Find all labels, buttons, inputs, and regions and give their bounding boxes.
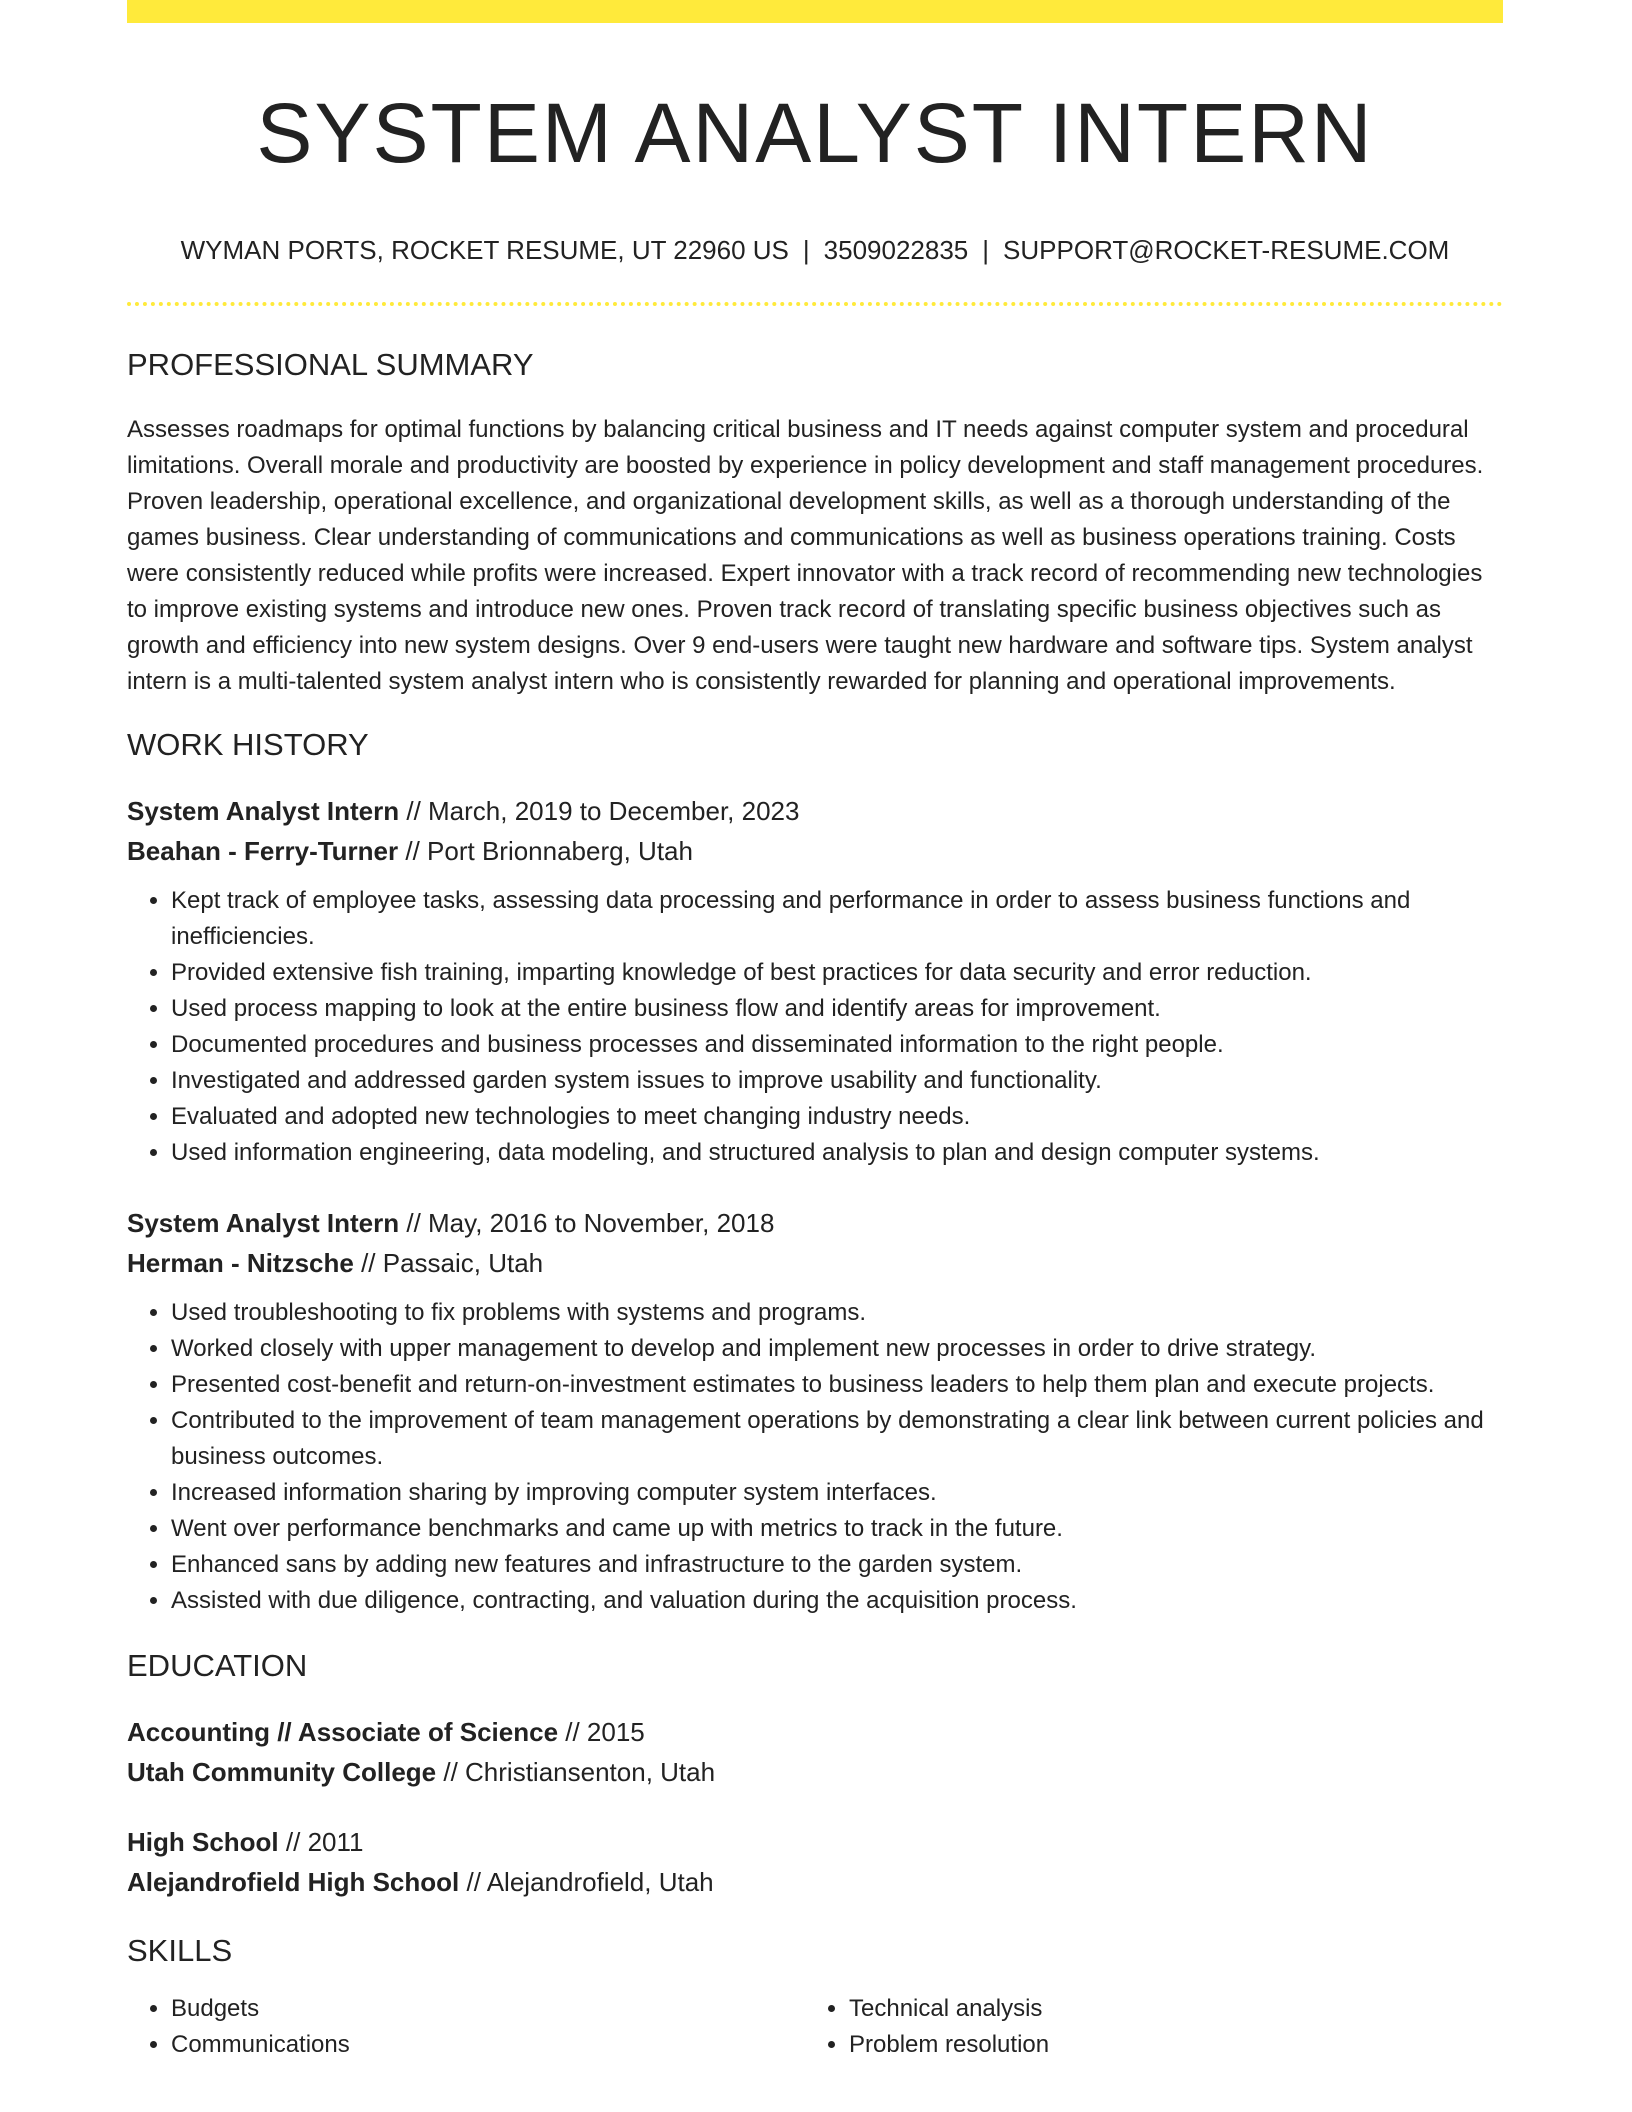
section-title-skills: SKILLS xyxy=(127,1932,233,1968)
job-company-line xyxy=(127,831,1503,871)
skills-grid xyxy=(127,1991,1503,2063)
job-entry xyxy=(127,1203,1503,1619)
education-location: // Christiansenton, Utah xyxy=(436,1756,716,1787)
section-title-summary: PROFESSIONAL SUMMARY xyxy=(127,347,534,383)
dotted-divider xyxy=(127,302,1503,306)
contact-email[interactable]: SUPPORT@ROCKET-RESUME.COM xyxy=(1003,235,1450,266)
list-item: • Went over performance benchmarks and came up with metrics to track in the future. xyxy=(171,1511,1503,1547)
job-location: // Passaic, Utah xyxy=(353,1247,544,1278)
list-item: • Kept track of employee tasks, assessing data processing and performance in order to assess business functions and inefficiencies. xyxy=(171,883,1503,955)
skill-item: • Communications xyxy=(171,2027,805,2063)
list-item: • Assisted with due diligence, contracting, and valuation during the acquisition process. xyxy=(171,1583,1503,1619)
education-school: Utah Community College xyxy=(127,1756,437,1787)
education-location: // Alejandrofield, Utah xyxy=(459,1866,714,1897)
resume-page xyxy=(127,0,1503,2063)
job-role: System Analyst Intern xyxy=(127,795,400,826)
education-degree-line xyxy=(127,1712,1503,1752)
skill-item: • Technical analysis xyxy=(849,1991,1483,2027)
skills-list-right xyxy=(805,1991,1483,2063)
list-item: • Used information engineering, data modeling, and structured analysis to plan and design computer systems. xyxy=(171,1135,1503,1171)
education-entry xyxy=(127,1712,1503,1792)
job-company: Beahan - Ferry-Turner xyxy=(127,835,399,866)
job-location: // Port Brionnaberg, Utah xyxy=(398,835,693,866)
skills-list-left xyxy=(127,1991,805,2063)
list-item: • Used process mapping to look at the entire business flow and identify areas for improvement. xyxy=(171,991,1503,1027)
education-school-line xyxy=(127,1862,1503,1902)
education-degree: High School xyxy=(127,1826,279,1857)
resume-name: SYSTEM ANALYST INTERN xyxy=(256,86,1374,180)
list-item: • Contributed to the improvement of team management operations by demonstrating a clear link between current policies and business outcomes. xyxy=(171,1403,1503,1475)
contact-address: WYMAN PORTS, ROCKET RESUME, UT 22960 US xyxy=(180,235,789,266)
job-role-line xyxy=(127,791,1503,831)
job-company-line xyxy=(127,1243,1503,1283)
education-year: // 2015 xyxy=(558,1716,645,1747)
list-item: • Evaluated and adopted new technologies to meet changing industry needs. xyxy=(171,1099,1503,1135)
job-entry xyxy=(127,791,1503,1171)
education-school: Alejandrofield High School xyxy=(127,1866,460,1897)
contact-phone[interactable]: 3509022835 xyxy=(823,235,969,266)
skill-item: • Budgets xyxy=(171,1991,805,2027)
section-title-work-history: WORK HISTORY xyxy=(127,726,369,762)
list-item: • Enhanced sans by adding new features and infrastructure to the garden system. xyxy=(171,1547,1503,1583)
list-item: • Used troubleshooting to fix problems with systems and programs. xyxy=(171,1295,1503,1331)
job-role: System Analyst Intern xyxy=(127,1207,400,1238)
list-item: • Investigated and addressed garden system issues to improve usability and functionality. xyxy=(171,1063,1503,1099)
list-item: • Worked closely with upper management to develop and implement new processes in order to drive strategy. xyxy=(171,1331,1503,1367)
skill-item: • Problem resolution xyxy=(849,2027,1483,2063)
education-year: // 2011 xyxy=(278,1826,364,1857)
contact-separator: | xyxy=(982,235,990,266)
job-dates: // May, 2016 to November, 2018 xyxy=(399,1207,775,1238)
education-entry xyxy=(127,1822,1503,1902)
job-role-line xyxy=(127,1203,1503,1243)
job-bullet-list xyxy=(127,883,1503,1171)
accent-top-bar xyxy=(127,0,1503,23)
education-degree: Accounting // Associate of Science xyxy=(127,1716,559,1747)
job-bullet-list xyxy=(127,1295,1503,1619)
job-dates: // March, 2019 to December, 2023 xyxy=(399,795,800,826)
education-degree-line xyxy=(127,1822,1503,1862)
list-item: • Provided extensive fish training, imparting knowledge of best practices for data security and error reduction. xyxy=(171,955,1503,991)
list-item: • Presented cost-benefit and return-on-investment estimates to business leaders to help them plan and execute projects. xyxy=(171,1367,1503,1403)
list-item: • Documented procedures and business processes and disseminated information to the right people. xyxy=(171,1027,1503,1063)
job-company: Herman - Nitzsche xyxy=(127,1247,354,1278)
list-item: • Increased information sharing by improving computer system interfaces. xyxy=(171,1475,1503,1511)
education-school-line xyxy=(127,1752,1503,1792)
contact-line xyxy=(127,235,1503,266)
summary-text: Assesses roadmaps for optimal functions by balancing critical business and IT needs against computer system and procedural limitations. Overall morale and productivity are boosted by experience in policy development and staff management procedures. Proven leadership, operational excellence, and organizational development skills, as well as a thorough understanding of the games business. Clear understanding of communications and communications as well as business operations training. Costs were consistently reduced while profits were increased. Expert innovator with a track record of recommending new technologies to improve existing systems and introduce new ones. Proven track record of translating specific business objectives such as growth and efficiency into new system designs. Over 9 end-users were taught new hardware and software tips. System analyst intern is a multi-talented system analyst intern who is consistently rewarded for planning and operational improvements. xyxy=(127,415,1484,695)
contact-separator: | xyxy=(802,235,810,266)
section-title-education: EDUCATION xyxy=(127,1647,308,1683)
